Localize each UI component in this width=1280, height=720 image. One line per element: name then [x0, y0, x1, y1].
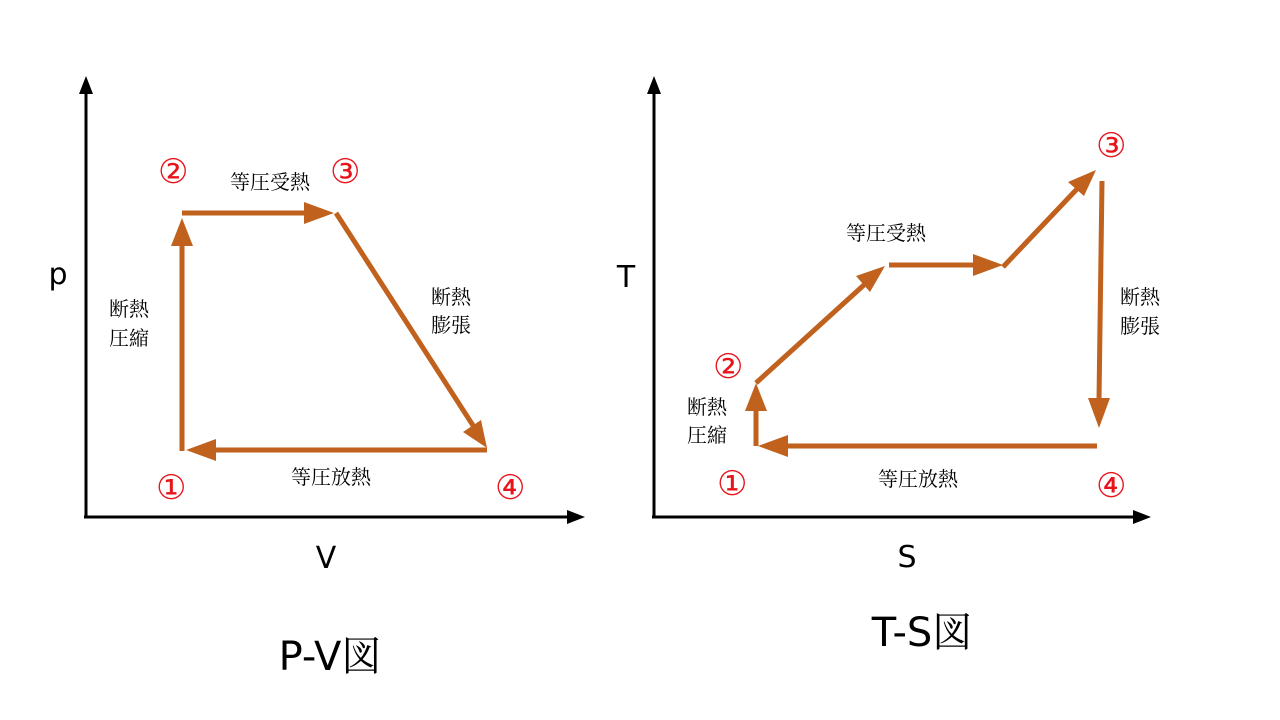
pv-state-2: ② — [158, 152, 189, 192]
pv-process-4-1-isobaric-cooling — [186, 439, 487, 461]
pv-process-1-2-adiabatic-compression — [171, 218, 193, 451]
pv-state-1: ① — [156, 468, 187, 508]
pv-label-adiabatic-expansion-line1: 断熱 — [431, 285, 471, 309]
pv-y-axis-label: p — [48, 257, 68, 292]
pv-label-adiabatic-compression-line1: 断熱 — [109, 297, 149, 321]
pv-y-axis-arrowhead — [79, 76, 93, 94]
ts-process-4-1-isobaric-cooling — [758, 435, 1097, 457]
ts-label-adiabatic-compression-line2: 圧縮 — [687, 423, 727, 447]
pv-x-axis-label: V — [315, 541, 337, 576]
pv-state-4: ④ — [495, 468, 526, 508]
ts-label-adiabatic-expansion-line1: 断熱 — [1120, 285, 1160, 309]
pv-label-adiabatic-expansion-line2: 膨張 — [431, 313, 471, 337]
ts-y-axis-arrowhead — [647, 76, 661, 94]
ts-label-isobaric-cooling: 等圧放熱 — [878, 467, 958, 491]
pv-process-2-3-isobaric-heating — [182, 202, 334, 224]
pv-x-axis-arrowhead — [567, 510, 585, 524]
ts-state-4: ④ — [1096, 466, 1127, 506]
pv-label-adiabatic-compression-line2: 圧縮 — [109, 326, 149, 350]
ts-process-1-2-adiabatic-compression — [745, 383, 767, 446]
ts-label-isobaric-heating: 等圧受熱 — [846, 221, 926, 245]
ts-process-2-3-isobaric-heating — [756, 170, 1096, 383]
ts-x-axis-arrowhead — [1133, 510, 1151, 524]
pv-axes — [79, 76, 585, 524]
ts-y-axis-label: T — [616, 260, 636, 295]
pv-diagram-title: P-V図 — [278, 634, 382, 680]
ts-diagram-title: T-S図 — [871, 610, 973, 656]
ts-state-3: ③ — [1096, 126, 1127, 166]
pv-label-isobaric-cooling: 等圧放熱 — [291, 465, 371, 489]
ts-process-3-4-adiabatic-expansion — [1088, 181, 1110, 428]
ts-state-1: ① — [717, 464, 748, 504]
ts-axes — [647, 76, 1151, 524]
pv-state-3: ③ — [330, 152, 361, 192]
ts-label-adiabatic-compression-line1: 断熱 — [687, 395, 727, 419]
ts-state-2: ② — [713, 347, 744, 387]
ts-diagram — [616, 76, 1161, 656]
ts-label-adiabatic-expansion-line2: 膨張 — [1120, 314, 1160, 338]
pv-diagram — [48, 76, 585, 680]
pv-label-isobaric-heating: 等圧受熱 — [230, 170, 310, 194]
ts-x-axis-label: S — [897, 540, 917, 575]
